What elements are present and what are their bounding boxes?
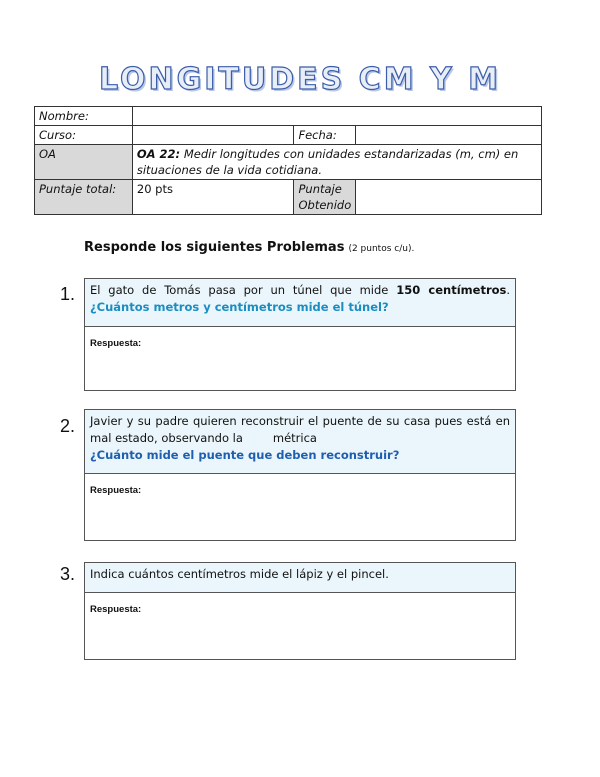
nombre-field[interactable] xyxy=(132,107,541,126)
problem-1-number: 1. xyxy=(60,284,76,304)
instructions-points: (2 puntos c/u). xyxy=(348,244,415,254)
problem-3-number: 3. xyxy=(60,564,76,584)
page-title: LONGITUDES CM Y M xyxy=(98,62,502,97)
student-info-table xyxy=(34,106,542,215)
problem-2-number: 2. xyxy=(60,416,76,436)
puntaje-obtenido-label: Puntaje Obtenido xyxy=(294,180,356,215)
instructions xyxy=(84,240,414,255)
oa-label: OA xyxy=(35,145,133,180)
problem-1-answer-area[interactable] xyxy=(85,327,515,354)
problem-1-question: ¿Cuántos metros y centímetros mide el túnel? xyxy=(90,300,389,314)
curso-label: Curso: xyxy=(35,126,133,145)
puntaje-total-label: Puntaje total: xyxy=(35,180,133,215)
instructions-text: Responde los siguientes Problemas xyxy=(84,240,345,255)
fecha-field[interactable] xyxy=(356,126,542,145)
fecha-label: Fecha: xyxy=(294,126,356,145)
oa-code: OA 22: xyxy=(136,147,181,161)
problem-2-statement: Javier y su padre quieren reconstruir el puente de su casa pues está en mal estado, observando la métrica ¿Cuánto mide el puente que deben reconstruir? xyxy=(85,410,515,474)
problem-3-statement: Indica cuántos centímetros mide el lápiz y el pincel. xyxy=(85,563,515,593)
row-nombre xyxy=(35,107,542,126)
problem-1 xyxy=(84,278,516,391)
problem-1-answer-label: Respuesta: xyxy=(90,338,142,349)
oa-description: Medir longitudes con unidades estandarizadas (m, cm) en situaciones de la vida cotidiana. xyxy=(136,147,519,177)
puntaje-total-value: 20 pts xyxy=(132,180,294,215)
problem-2 xyxy=(84,409,516,541)
problem-2-question: ¿Cuánto mide el puente que deben reconstruir? xyxy=(90,448,400,462)
row-oa xyxy=(35,145,542,180)
problem-3 xyxy=(84,562,516,660)
problem-2-answer-label: Respuesta: xyxy=(90,485,142,496)
row-curso xyxy=(35,126,542,145)
problem-1-statement: El gato de Tomás pasa por un túnel que mide 150 centímetros. ¿Cuántos metros y centímetros mide el túnel? xyxy=(85,279,515,327)
puntaje-obtenido-field[interactable] xyxy=(356,180,542,215)
oa-cell xyxy=(132,145,541,180)
problem-3-answer-label: Respuesta: xyxy=(90,604,142,615)
row-puntaje xyxy=(35,180,542,215)
problem-2-answer-area[interactable] xyxy=(85,474,515,501)
problem-3-answer-area[interactable] xyxy=(85,593,515,620)
problem-1-highlight: 150 centímetros xyxy=(396,283,507,297)
nombre-label: Nombre: xyxy=(35,107,133,126)
curso-field[interactable] xyxy=(132,126,294,145)
